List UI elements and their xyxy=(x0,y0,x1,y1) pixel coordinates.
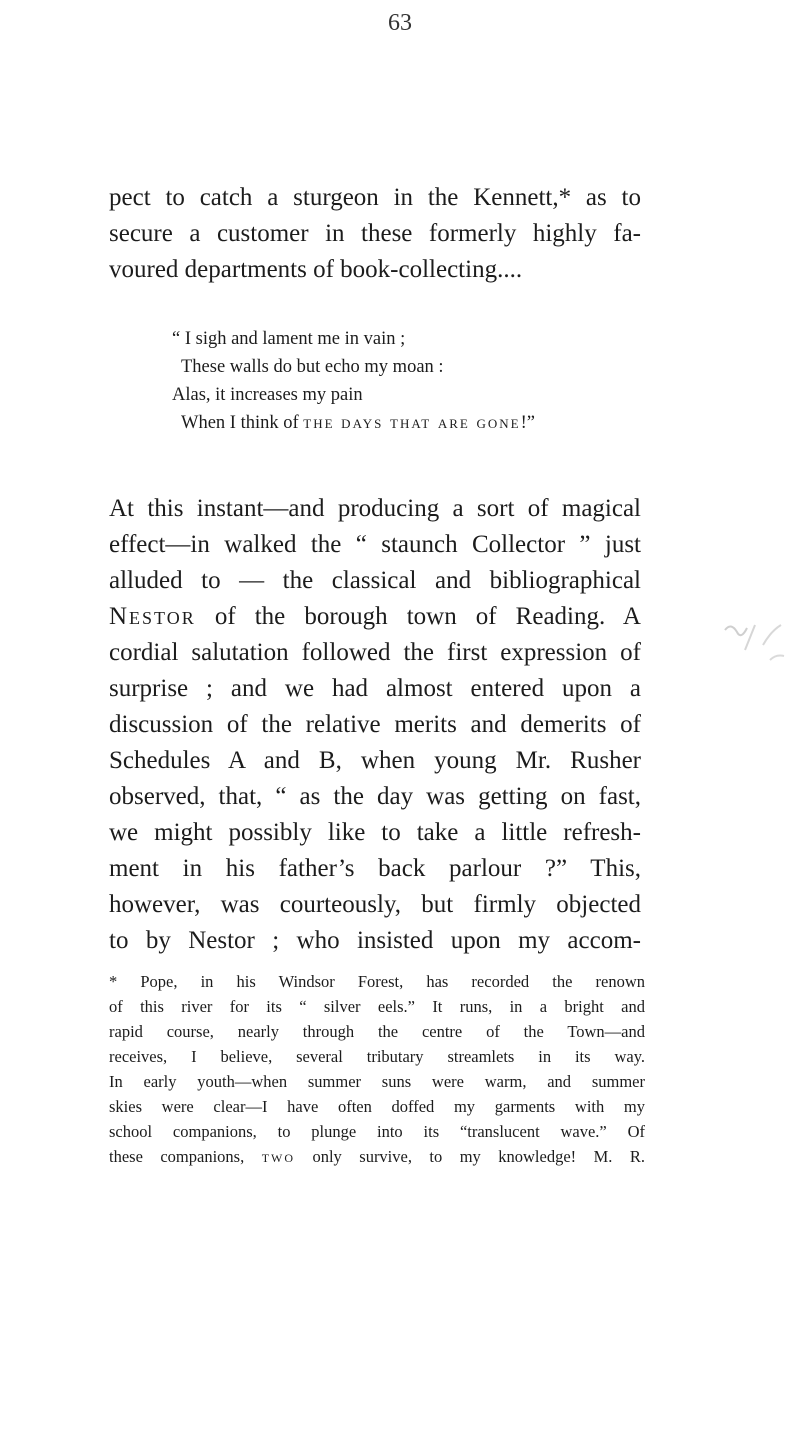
paragraph-line: observed, that, “ as the day was getting on fast, xyxy=(109,783,641,810)
footnote-line xyxy=(109,1147,645,1167)
verse-line xyxy=(181,411,535,435)
paragraph-line: pect to catch a sturgeon in the Kennett,* as to xyxy=(109,184,641,211)
verse-line: “ I sigh and lament me in vain ; xyxy=(172,329,406,349)
footnote-line: In early youth—when summer suns were warm, and summer xyxy=(109,1072,645,1091)
paragraph-line: cordial salutation followed the first expression of xyxy=(109,639,641,666)
paragraph-line: ment in his father’s back parlour ?” This, xyxy=(109,855,641,882)
footnote-text: these companions, xyxy=(109,1147,262,1166)
paragraph-line: however, was courteously, but firmly objected xyxy=(109,891,641,918)
footnote-line: rapid course, nearly through the centre of the Town—and xyxy=(109,1022,645,1041)
paragraph-line: to by Nestor ; who insisted upon my accom- xyxy=(109,927,641,954)
footnote-text: only survive, to my knowledge! M. R. xyxy=(295,1147,645,1166)
page-number: 63 xyxy=(388,10,412,36)
paragraph-line: Schedules A and B, when young Mr. Rusher xyxy=(109,747,641,774)
footnote-line: skies were clear—I have often doffed my garments with my xyxy=(109,1097,645,1116)
verse-text: When I think of xyxy=(181,413,304,433)
paragraph-line xyxy=(109,602,641,632)
paragraph-line: At this instant—and producing a sort of magical xyxy=(109,495,641,522)
paragraph-line: alluded to — the classical and bibliographical xyxy=(109,567,641,594)
footnote-smallcaps: two xyxy=(261,1147,296,1166)
paragraph-line: effect—in walked the “ staunch Collector ” just xyxy=(109,531,641,558)
show-through-smudge xyxy=(715,610,795,680)
paragraph-line: secure a customer in these formerly highly fa- xyxy=(109,220,641,247)
paragraph-text: of the borough town of Reading. A xyxy=(195,603,641,630)
paragraph-line: we might possibly like to take a little refresh- xyxy=(109,819,641,846)
verse-line: Alas, it increases my pain xyxy=(172,385,363,405)
paragraph-line: discussion of the relative merits and demerits of xyxy=(109,711,641,738)
paragraph-line: voured departments of book-collecting.... xyxy=(109,256,523,283)
verse-line: These walls do but echo my moan : xyxy=(181,357,444,377)
footnote-line: * Pope, in his Windsor Forest, has recorded the renown xyxy=(109,972,645,991)
verse-text: !” xyxy=(520,413,535,433)
footnote-line: of this river for its “ silver eels.” It runs, in a bright and xyxy=(109,997,645,1016)
verse-smallcaps: the days that are gone xyxy=(303,413,521,433)
paragraph-line: surprise ; and we had almost entered upon a xyxy=(109,675,641,702)
footnote-line: receives, I believe, several tributary streamlets in its way. xyxy=(109,1047,645,1066)
footnote-line: school companions, to plunge into its “translucent wave.” Of xyxy=(109,1122,645,1141)
nestor-smallcaps: Nestor xyxy=(109,603,196,630)
